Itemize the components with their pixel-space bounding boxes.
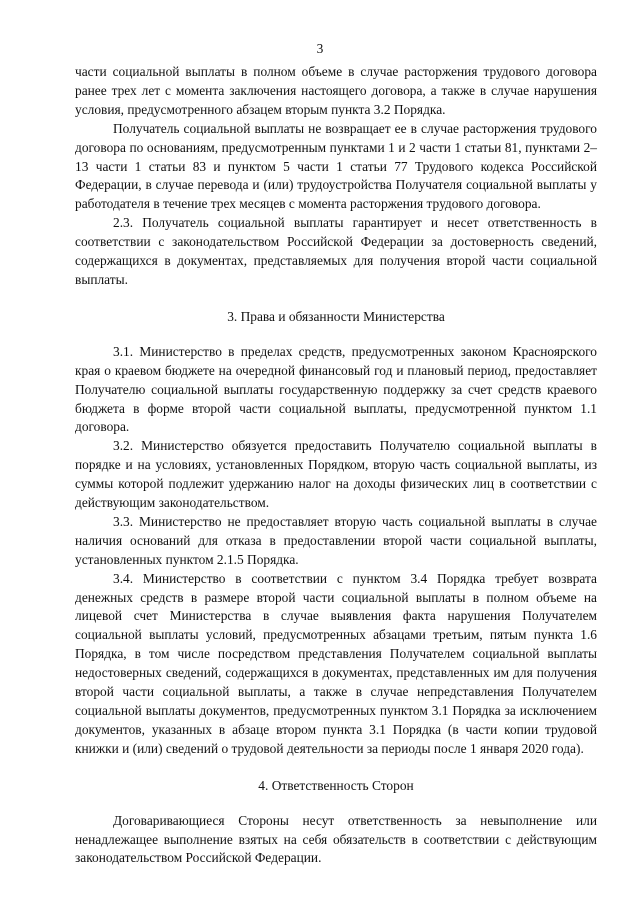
- paragraph-continuation: части социальной выплаты в полном объеме в случае расторжения трудового договора ранее трех лет с момента заключения настоящего договора, а также в случае нарушения условия, предусмотренного абзацем вторым пункта 3.2 Порядка.: [75, 64, 597, 117]
- paragraph-3-1: 3.1. Министерство в пределах средств, предусмотренных законом Красноярского края о краевом бюджете на очередной финансовый год и плановый период, предоставляет Получателю социальной выплаты государственную поддержку за счет средств краевого бюджета в форме второй части социальной выплаты, предусмотренной пунктом 1.1 договора.: [75, 343, 597, 435]
- document-body: [75, 63, 597, 868]
- paragraph-4-1: Договаривающиеся Стороны несут ответственность за невыполнение или ненадлежащее выполнение взятых на себя обязательств в соответствии с действующим законодательством Российской Федерации.: [75, 812, 597, 866]
- paragraph-3-3: 3.3. Министерство не предоставляет вторую часть социальной выплаты в случае наличия оснований для отказа в предоставлении второй части социальной выплаты, установленных пунктом 2.1.5 Порядка.: [75, 513, 597, 567]
- paragraph-3-4: 3.4. Министерство в соответствии с пунктом 3.4 Порядка требует возврата денежных средств в размере второй части социальной выплаты в полном объеме на лицевой счет Министерства в случае выявления факта нарушения Получателем социальной выплаты условий, предусмотренных абзацами третьим, пятым пункта 1.6 Порядка, в том числе посредством представления Получателем социальной выплаты недостоверных сведений, содержащихся в документах, представленных им для получения второй части социальной выплаты, а также в случае непредставления Получателем социальной выплаты документов, предусмотренных пунктом 3.1 Порядка за исключением документов, указанных в абзаце втором пункта 3.1 Порядка (в части копии трудовой книжки и (или) сведений о трудовой деятельности за периоды после 1 января 2020 года).: [75, 570, 597, 756]
- paragraph-2-3: 2.3. Получатель социальной выплаты гарантирует и несет ответственность в соответствии с законодательством Российской Федерации за достоверность сведений, содержащихся в документах, представляемых для получения второй части социальной выплаты.: [75, 215, 597, 287]
- section-4-heading: 4. Ответственность Сторон: [258, 777, 414, 793]
- paragraph-no-return: Получатель социальной выплаты не возвращает ее в случае расторжения трудового договора по основаниям, предусмотренным пунктами 1 и 2 части 1 статьи 81, пунктами 2–13 части 1 статьи 83 и пунктом 5 части 1 статьи 77 Трудового кодекса Российской Федерации, в случае перевода и (или) трудоустройства Получателя социальной выплаты у работодателя в течение трех месяцев с момента расторжения трудового договора.: [75, 120, 597, 212]
- section-3-heading: 3. Права и обязанности Министерства: [227, 308, 445, 324]
- page-number: 3: [316, 41, 324, 56]
- paragraph-3-2: 3.2. Министерство обязуется предоставить Получателю социальной выплаты в порядке и на условиях, установленных Порядком, вторую часть социальной выплаты, из суммы которой подлежит удержанию налог на доходы физических лиц в соответствии с действующим законодательством.: [75, 438, 597, 511]
